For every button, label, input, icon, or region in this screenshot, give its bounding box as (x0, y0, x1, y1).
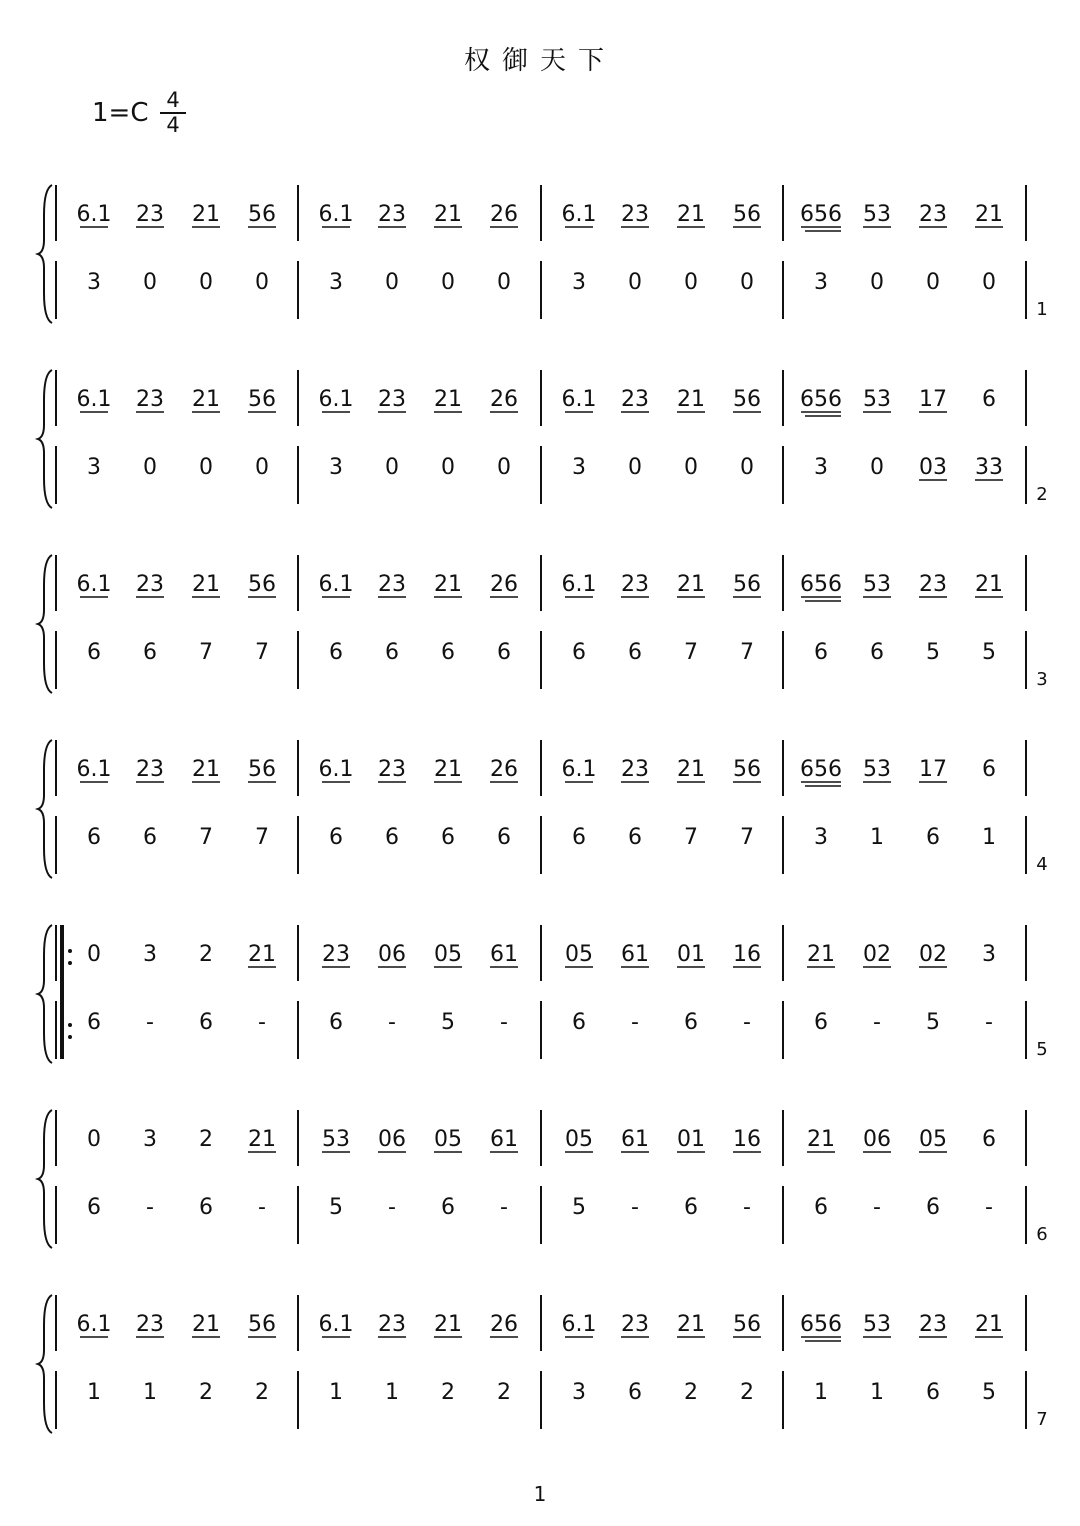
upper-note: 21 (677, 1312, 705, 1337)
system (38, 185, 1048, 323)
lower-note: 0 (926, 270, 940, 295)
system-brace (38, 925, 52, 1063)
system (38, 1295, 1048, 1433)
upper-note: 21 (434, 1312, 462, 1337)
lower-note: 6 (572, 640, 586, 665)
lower-note: 7 (199, 825, 213, 850)
upper-note: 6 (982, 387, 996, 412)
upper-note: 56 (733, 202, 761, 227)
upper-note: 23 (621, 572, 649, 597)
system-brace (38, 555, 52, 693)
lower-note: 2 (740, 1380, 754, 1405)
upper-note: 21 (975, 1312, 1003, 1337)
lower-note: 7 (255, 825, 269, 850)
upper-note: 6.1 (318, 1312, 354, 1337)
lower-note: 33 (975, 455, 1003, 480)
lower-note: 2 (441, 1380, 455, 1405)
upper-note: 61 (621, 942, 649, 967)
lower-note: 6 (497, 640, 511, 665)
lower-note: 6 (329, 825, 343, 850)
lower-note: 7 (684, 825, 698, 850)
lower-note: 6 (385, 640, 399, 665)
upper-note: 21 (434, 387, 462, 412)
upper-note: 3 (143, 942, 157, 967)
upper-note: 656 (800, 202, 842, 227)
lower-note: 7 (740, 640, 754, 665)
upper-note: 26 (490, 1312, 518, 1337)
upper-note: 56 (248, 1312, 276, 1337)
upper-note: 23 (378, 757, 406, 782)
page-number: 1 (533, 1482, 547, 1506)
upper-note: 01 (677, 942, 705, 967)
lower-note: 5 (926, 1010, 940, 1035)
upper-note: 05 (919, 1127, 947, 1152)
upper-note: 61 (490, 1127, 518, 1152)
upper-note: 21 (677, 757, 705, 782)
lower-note: 7 (255, 640, 269, 665)
lower-note: 6 (814, 1195, 828, 1220)
upper-note: 6.1 (561, 202, 597, 227)
upper-note: 23 (136, 572, 164, 597)
lower-note: 1 (870, 825, 884, 850)
system-number: 5 (1036, 1039, 1048, 1060)
lower-note: - (985, 1195, 993, 1220)
lower-note: 3 (572, 1380, 586, 1405)
repeat-dot (68, 949, 72, 953)
lower-note: 6 (329, 640, 343, 665)
upper-note: 2 (199, 942, 213, 967)
lower-note: - (500, 1195, 508, 1220)
system-brace (38, 1295, 52, 1433)
system (38, 925, 1048, 1063)
lower-note: 0 (441, 455, 455, 480)
lower-note: 5 (982, 1380, 996, 1405)
upper-note: 23 (621, 387, 649, 412)
lower-note: 6 (572, 1010, 586, 1035)
upper-note: 21 (677, 387, 705, 412)
lower-note: 6 (814, 640, 828, 665)
upper-note: 56 (248, 572, 276, 597)
upper-note: 16 (733, 1127, 761, 1152)
system (38, 555, 1048, 693)
lower-note: - (388, 1195, 396, 1220)
lower-note: 3 (572, 455, 586, 480)
lower-note: 6 (87, 640, 101, 665)
system-number: 3 (1036, 669, 1048, 690)
upper-note: 21 (677, 572, 705, 597)
lower-note: - (631, 1195, 639, 1220)
lower-note: 6 (572, 825, 586, 850)
upper-note: 23 (919, 1312, 947, 1337)
upper-note: 656 (800, 757, 842, 782)
upper-note: 6.1 (561, 572, 597, 597)
lower-note: - (631, 1010, 639, 1035)
lower-note: 0 (740, 455, 754, 480)
lower-note: 6 (628, 1380, 642, 1405)
upper-note: 21 (975, 572, 1003, 597)
upper-note: 53 (863, 202, 891, 227)
upper-note: 6.1 (76, 1312, 112, 1337)
upper-note: 23 (378, 572, 406, 597)
upper-note: 23 (378, 387, 406, 412)
upper-note: 6.1 (76, 757, 112, 782)
lower-note: 6 (329, 1010, 343, 1035)
upper-note: 21 (192, 202, 220, 227)
lower-note: - (743, 1010, 751, 1035)
lower-note: 3 (814, 455, 828, 480)
lower-note: 0 (740, 270, 754, 295)
lower-note: 6 (87, 1010, 101, 1035)
upper-note: 21 (192, 387, 220, 412)
lower-note: 1 (143, 1380, 157, 1405)
lower-note: 0 (143, 270, 157, 295)
system (38, 370, 1048, 508)
upper-note: 21 (434, 202, 462, 227)
upper-note: 05 (434, 1127, 462, 1152)
upper-note: 56 (248, 202, 276, 227)
upper-note: 6.1 (318, 202, 354, 227)
upper-note: 56 (248, 757, 276, 782)
system-number: 1 (1036, 299, 1048, 320)
lower-note: 1 (87, 1380, 101, 1405)
upper-note: 23 (621, 757, 649, 782)
upper-note: 23 (621, 1312, 649, 1337)
upper-note: 23 (378, 1312, 406, 1337)
lower-note: 6 (385, 825, 399, 850)
lower-note: 6 (628, 640, 642, 665)
lower-note: 2 (199, 1380, 213, 1405)
upper-note: 21 (434, 757, 462, 782)
lower-note: 6 (87, 1195, 101, 1220)
upper-note: 6.1 (76, 387, 112, 412)
lower-note: 0 (684, 270, 698, 295)
system-number: 7 (1036, 1409, 1048, 1430)
lower-note: 6 (497, 825, 511, 850)
upper-note: 21 (807, 942, 835, 967)
upper-note: 21 (677, 202, 705, 227)
lower-note: 6 (199, 1195, 213, 1220)
upper-note: 23 (919, 572, 947, 597)
lower-note: 0 (143, 455, 157, 480)
system-brace (38, 1110, 52, 1248)
upper-note: 6.1 (318, 572, 354, 597)
system-brace (38, 370, 52, 508)
upper-note: 23 (621, 202, 649, 227)
lower-note: 03 (919, 455, 947, 480)
lower-note: 0 (870, 270, 884, 295)
lower-note: 1 (385, 1380, 399, 1405)
lower-note: 7 (199, 640, 213, 665)
upper-note: 06 (378, 942, 406, 967)
lower-note: 3 (814, 270, 828, 295)
upper-note: 23 (136, 757, 164, 782)
lower-note: - (873, 1010, 881, 1035)
upper-note: 06 (378, 1127, 406, 1152)
lower-note: 3 (87, 455, 101, 480)
upper-note: 6.1 (318, 757, 354, 782)
upper-note: 23 (136, 387, 164, 412)
upper-note: 6.1 (76, 202, 112, 227)
upper-note: 0 (87, 942, 101, 967)
upper-note: 53 (863, 572, 891, 597)
system-brace (38, 740, 52, 878)
system-brace (38, 185, 52, 323)
lower-note: 0 (385, 270, 399, 295)
upper-note: 02 (863, 942, 891, 967)
upper-note: 01 (677, 1127, 705, 1152)
upper-note: 23 (322, 942, 350, 967)
lower-note: 6 (684, 1195, 698, 1220)
lower-note: 5 (926, 640, 940, 665)
lower-note: 6 (628, 825, 642, 850)
upper-note: 6 (982, 757, 996, 782)
lower-note: 0 (684, 455, 698, 480)
upper-note: 3 (143, 1127, 157, 1152)
lower-note: 6 (441, 1195, 455, 1220)
upper-note: 26 (490, 202, 518, 227)
lower-note: 2 (684, 1380, 698, 1405)
lower-note: 0 (497, 270, 511, 295)
lower-note: 1 (870, 1380, 884, 1405)
upper-note: 26 (490, 757, 518, 782)
upper-note: 23 (919, 202, 947, 227)
upper-note: 21 (434, 572, 462, 597)
lower-note: 0 (385, 455, 399, 480)
lower-note: 6 (926, 1195, 940, 1220)
lower-note: 1 (329, 1380, 343, 1405)
upper-note: 6.1 (318, 387, 354, 412)
upper-note: 23 (136, 1312, 164, 1337)
upper-note: 23 (378, 202, 406, 227)
upper-note: 53 (863, 387, 891, 412)
upper-note: 6.1 (76, 572, 112, 597)
upper-note: 6 (982, 1127, 996, 1152)
upper-note: 56 (733, 572, 761, 597)
upper-note: 6.1 (561, 757, 597, 782)
lower-note: 2 (497, 1380, 511, 1405)
lower-note: 0 (982, 270, 996, 295)
lower-note: 5 (982, 640, 996, 665)
lower-note: 0 (441, 270, 455, 295)
lower-note: - (743, 1195, 751, 1220)
lower-note: 6 (143, 640, 157, 665)
upper-note: 21 (248, 942, 276, 967)
lower-note: 3 (572, 270, 586, 295)
lower-note: 6 (441, 640, 455, 665)
upper-note: 53 (863, 1312, 891, 1337)
repeat-dot (68, 961, 72, 965)
lower-note: 6 (926, 825, 940, 850)
lower-note: 0 (199, 455, 213, 480)
upper-note: 16 (733, 942, 761, 967)
key-signature: 1=C (92, 98, 149, 128)
upper-note: 61 (621, 1127, 649, 1152)
lower-note: 5 (572, 1195, 586, 1220)
upper-note: 656 (800, 572, 842, 597)
system-number: 2 (1036, 484, 1048, 505)
upper-note: 56 (248, 387, 276, 412)
upper-note: 53 (322, 1127, 350, 1152)
upper-note: 3 (982, 942, 996, 967)
lower-note: 3 (87, 270, 101, 295)
lower-note: 6 (199, 1010, 213, 1035)
lower-note: 0 (497, 455, 511, 480)
upper-note: 656 (800, 387, 842, 412)
upper-note: 6.1 (561, 387, 597, 412)
lower-note: 6 (87, 825, 101, 850)
lower-note: 7 (684, 640, 698, 665)
lower-note: - (873, 1195, 881, 1220)
upper-note: 0 (87, 1127, 101, 1152)
upper-note: 26 (490, 572, 518, 597)
lower-note: 6 (814, 1010, 828, 1035)
upper-note: 26 (490, 387, 518, 412)
upper-note: 21 (975, 202, 1003, 227)
upper-note: 21 (192, 572, 220, 597)
lower-note: 3 (329, 270, 343, 295)
upper-note: 2 (199, 1127, 213, 1152)
upper-note: 05 (565, 1127, 593, 1152)
time-signature-bottom: 4 (166, 113, 180, 137)
lower-note: 0 (199, 270, 213, 295)
upper-note: 56 (733, 387, 761, 412)
lower-note: 6 (870, 640, 884, 665)
upper-note: 21 (807, 1127, 835, 1152)
lower-note: 3 (814, 825, 828, 850)
upper-note: 17 (919, 387, 947, 412)
lower-note: 0 (870, 455, 884, 480)
upper-note: 05 (565, 942, 593, 967)
upper-note: 21 (192, 1312, 220, 1337)
lower-note: 7 (740, 825, 754, 850)
time-signature-top: 4 (166, 88, 180, 112)
lower-note: - (146, 1010, 154, 1035)
upper-note: 02 (919, 942, 947, 967)
lower-note: 0 (255, 270, 269, 295)
lower-note: 0 (255, 455, 269, 480)
repeat-dot (68, 1035, 72, 1039)
lower-note: 3 (329, 455, 343, 480)
upper-note: 656 (800, 1312, 842, 1337)
upper-note: 21 (248, 1127, 276, 1152)
lower-note: - (388, 1010, 396, 1035)
lower-note: 6 (441, 825, 455, 850)
upper-note: 6.1 (561, 1312, 597, 1337)
upper-note: 23 (136, 202, 164, 227)
upper-note: 56 (733, 1312, 761, 1337)
lower-note: - (500, 1010, 508, 1035)
lower-note: - (146, 1195, 154, 1220)
upper-note: 21 (192, 757, 220, 782)
system-number: 6 (1036, 1224, 1048, 1245)
repeat-dot (68, 1023, 72, 1027)
lower-note: 1 (982, 825, 996, 850)
system (38, 1110, 1048, 1248)
lower-note: - (985, 1010, 993, 1035)
lower-note: 6 (926, 1380, 940, 1405)
lower-note: 6 (684, 1010, 698, 1035)
system (38, 740, 1048, 878)
lower-note: - (258, 1010, 266, 1035)
lower-note: 6 (143, 825, 157, 850)
lower-note: - (258, 1195, 266, 1220)
lower-note: 1 (814, 1380, 828, 1405)
upper-note: 56 (733, 757, 761, 782)
upper-note: 53 (863, 757, 891, 782)
system-number: 4 (1036, 854, 1048, 875)
lower-note: 5 (441, 1010, 455, 1035)
page-title: 权御天下 (463, 46, 616, 76)
upper-note: 05 (434, 942, 462, 967)
upper-note: 17 (919, 757, 947, 782)
upper-note: 61 (490, 942, 518, 967)
lower-note: 5 (329, 1195, 343, 1220)
lower-note: 0 (628, 455, 642, 480)
lower-note: 2 (255, 1380, 269, 1405)
lower-note: 0 (628, 270, 642, 295)
upper-note: 06 (863, 1127, 891, 1152)
